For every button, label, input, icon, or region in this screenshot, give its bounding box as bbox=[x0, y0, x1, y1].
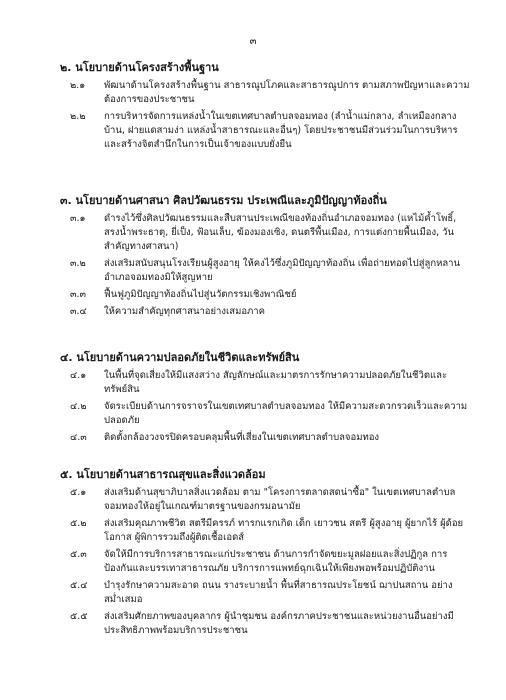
item-text: จัดให้มีการบริการสาธารณะแก่ประชาชน ด้านการกำจัดขยะมูลฝอยและสิ่งปฏิกูล การป้องกันและบรรเทาสาธารณภัย บริการการแพทย์ฉุกเฉินให้เพียงพอพร้อมปฏิบัติงาน bbox=[104, 549, 448, 574]
list-item bbox=[60, 610, 470, 638]
item-number: ๕.๒ bbox=[70, 518, 87, 529]
list-item bbox=[60, 400, 470, 428]
item-text: พัฒนาด้านโครงสร้างพื้นฐาน สาธารณูปโภคและสาธารณูปการ ตามสภาพปัญหาและความต้องการของประชาชน bbox=[104, 80, 470, 105]
item-text: การบริหารจัดการแหล่งน้ำในเขตเทศบาลตำบลจอมทอง (ลำน้ำแม่กลาง, ลำเหมืองกลางบ้าน, ฝายแดสามง่า แหล่งน้ำสาธารณะและอื่นๆ) โดยประชาชนมีส่วนร่วมในการบริหารและสร้างจิตสำนึกในการเป็นเจ้าของแบบยั่งยืน bbox=[104, 111, 458, 150]
item-text: ฟื้นฟูภูมิปัญญาท้องถิ่นไปสู่นวัตกรรมเชิงพาณิชย์ bbox=[104, 289, 297, 300]
list-item bbox=[60, 257, 470, 285]
list-item bbox=[60, 369, 470, 397]
list-item bbox=[60, 212, 470, 254]
item-number: ๓.๔ bbox=[70, 306, 87, 317]
item-number: ๔.๓ bbox=[70, 432, 87, 443]
item-number: ๔.๑ bbox=[70, 370, 87, 381]
item-text: ในพื้นที่จุดเสี่ยงให้มีแสงสว่าง สัญลักษณ์และมาตรการรักษาความปลอดภัยในชีวิตและทรัพย์สิน bbox=[104, 370, 448, 395]
section-title: ๒. นโยบายด้านโครงสร้างพื้นฐาน bbox=[60, 61, 219, 74]
page-number: ๓ bbox=[249, 36, 257, 47]
item-number: ๒.๒ bbox=[70, 111, 86, 122]
item-number: ๔.๒ bbox=[70, 401, 87, 412]
item-text: บำรุงรักษาความสะอาด ถนน รางระบายน้ำ พื้นที่สาธารณประโยชน์ ฌาปนสถาน อย่างสม่ำเสมอ bbox=[104, 580, 453, 605]
item-text: ส่งเสริมด้านสุขาภิบาลสิ่งแวดล้อม ตาม "โครงการตลาดสดน่าซื้อ" ในเขตเทศบาลตำบลจอมทองให้อยู่ในเกณฑ์มาตรฐานของกรมอนามัย bbox=[104, 487, 456, 512]
section-title: ๓. นโยบายด้านศาสนา ศิลปวัฒนธรรม ประเพณีและภูมิปัญญาท้องถิ่น bbox=[60, 194, 387, 207]
item-number: ๓.๑ bbox=[70, 213, 86, 224]
item-number: ๕.๔ bbox=[70, 580, 88, 591]
list-item bbox=[60, 431, 470, 445]
item-text: ส่งเสริมคุณภาพชีวิต สตรีมีครรภ์ ทารกแรกเกิด เด็ก เยาวชน สตรี ผู้สูงอายุ ผู้ยากไร้ ผู้ด้อยโอกาส ผู้พิการรวมถึงผู้ติดเชื้อเอดส์ bbox=[104, 518, 464, 543]
section-health-environment bbox=[60, 465, 470, 641]
list-item bbox=[60, 548, 470, 576]
item-text: ติดตั้งกล้องวงจรปิดครอบคลุมพื้นที่เสี่ยงในเขตเทศบาลตำบลจอมทอง bbox=[104, 432, 380, 443]
item-number: ๒.๑ bbox=[70, 80, 86, 91]
item-text: ดำรงไว้ซึ่งศิลปวัฒนธรรมและสืบสานประเพณีของท้องถิ่นอำเภอจอมทอง (แหไม้ค้ำโพธิ์, สรงน้ำพระธาตุ, ยี่เป็ง, ฟ้อนเล็บ, ฆ้องมองเซิง, ดนตรีพื้นเมือง, การแต่งกายพื้นเมือง, วันสำคัญทางศาสนา) bbox=[104, 213, 457, 252]
section-title: ๔. นโยบายด้านความปลอดภัยในชีวิตและทรัพย์สิน bbox=[60, 351, 300, 364]
list-item bbox=[60, 579, 470, 607]
item-text: ให้ความสำคัญทุกศาสนาอย่างเสมอภาค bbox=[104, 306, 265, 317]
section-safety bbox=[60, 348, 470, 448]
list-item bbox=[60, 517, 470, 545]
item-number: ๕.๕ bbox=[70, 611, 88, 622]
list-item bbox=[60, 110, 470, 152]
list-item bbox=[60, 305, 470, 319]
list-item bbox=[60, 288, 470, 302]
item-text: จัดระเบียบด้านการจราจรในเขตเทศบาลตำบลจอมทอง ให้มีความสะดวกรวดเร็วและความปลอดภัย bbox=[104, 401, 468, 426]
item-text: ส่งเสริมศักยภาพของบุคลากร ผู้นำชุมชน องค์กรภาคประชาชนและหน่วยงานอื่นอย่างมีประสิทธิภาพพร้อมบริการประชาชน bbox=[104, 611, 454, 636]
section-infrastructure bbox=[60, 58, 470, 155]
list-item bbox=[60, 486, 470, 514]
item-number: ๕.๓ bbox=[70, 549, 87, 560]
item-number: ๓.๓ bbox=[70, 289, 87, 300]
section-title: ๕. นโยบายด้านสาธารณสุขและสิ่งแวดล้อม bbox=[60, 468, 266, 481]
item-number: ๕.๑ bbox=[70, 487, 87, 498]
item-text: ส่งเสริมสนับสนุนโรงเรียนผู้สูงอายุ ให้คงไว้ซึ่งภูมิปัญญาท้องถิ่น เพื่อถ่ายทอดไปสู่ลูกหลานอำเภอจอมทองมิให้สูญหาย bbox=[104, 258, 460, 283]
section-religion-culture bbox=[60, 191, 470, 322]
item-number: ๓.๒ bbox=[70, 258, 86, 269]
list-item bbox=[60, 79, 470, 107]
